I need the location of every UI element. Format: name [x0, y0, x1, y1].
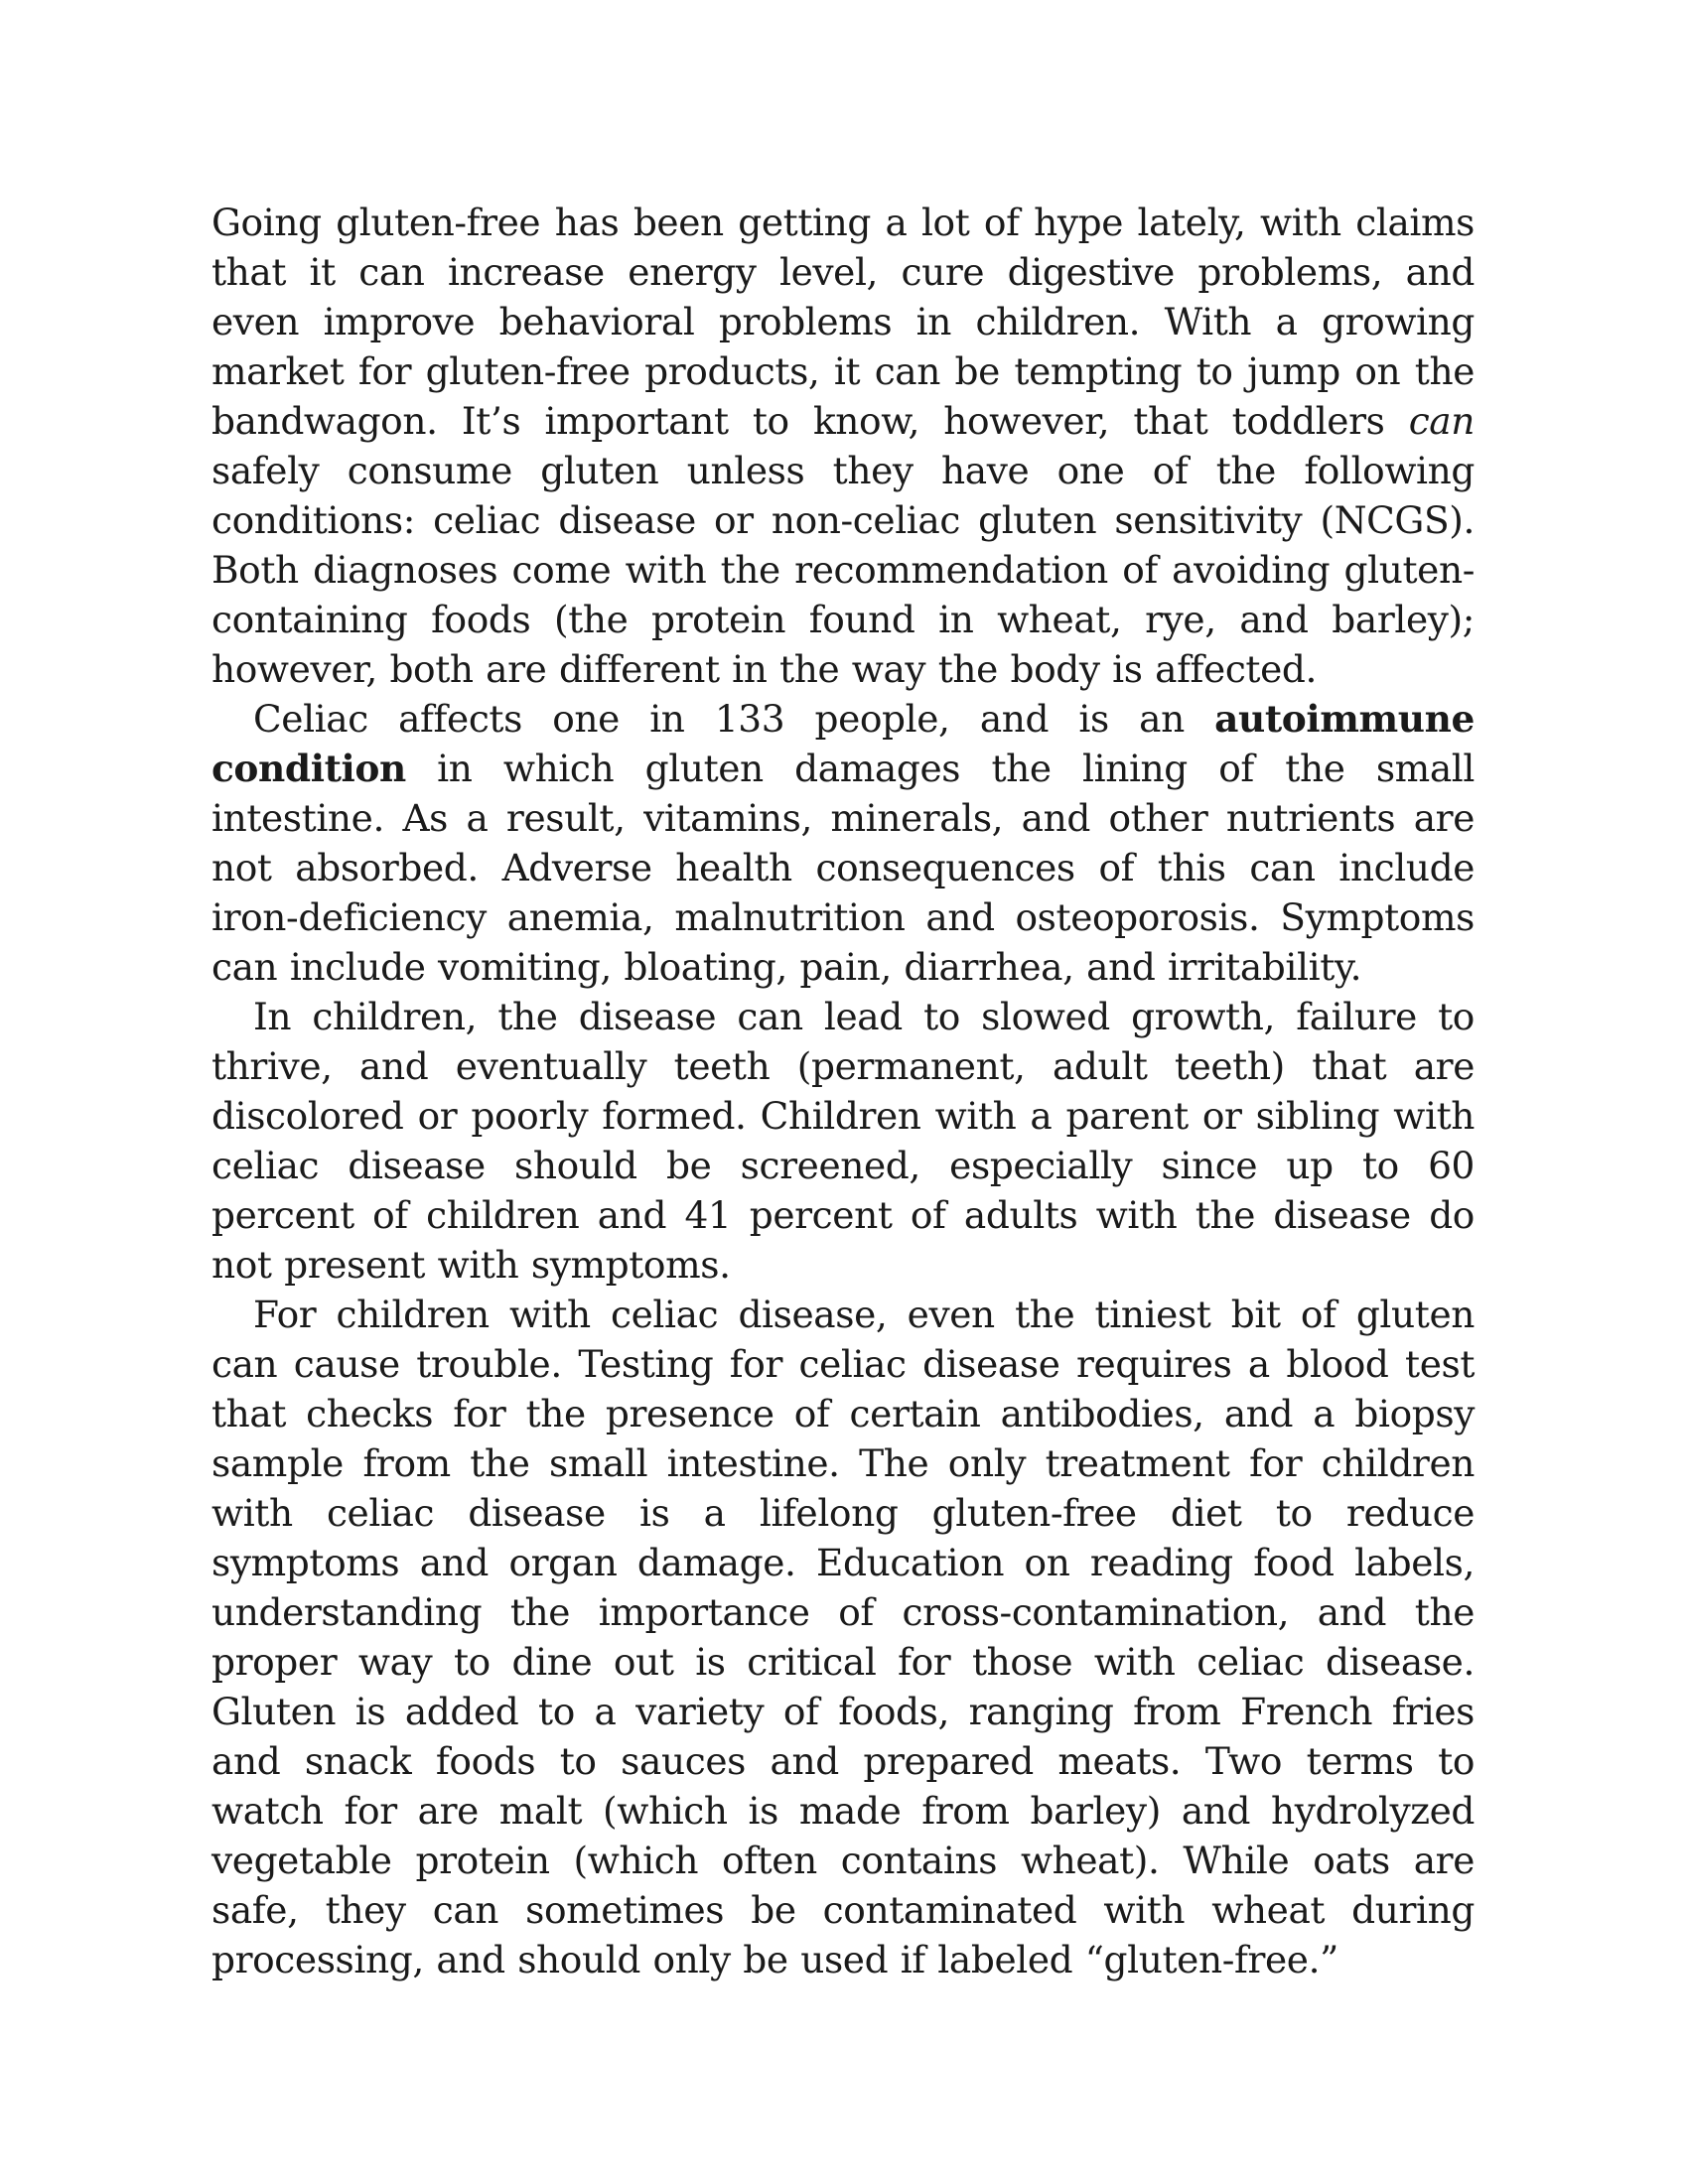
document-page: [211, 198, 1475, 1984]
emphasis-can: can: [1408, 399, 1475, 443]
paragraph-celiac-overview: [211, 694, 1475, 992]
paragraph-text: safely consume gluten unless they have one of the following conditions: celiac disease or non-celiac gluten sensitivity (NCGS). Both diagnoses come with the recommendation of avoiding gluten-containing foods (the protein found in wheat, rye, and barley); however, both are different in the way the body is affected.: [211, 449, 1475, 691]
paragraph-text: in which gluten damages the lining of the small intestine. As a result, vitamins, minerals, and other nutrients are not absorbed. Adverse health consequences of this can include iron-deficiency anemia, malnutrition and osteoporosis. Symptoms can include vomiting, bloating, pain, diarrhea, and irritability.: [211, 747, 1475, 989]
paragraph-text: Going gluten-free has been getting a lot of hype lately, with claims that it can increase energy level, cure digestive problems, and even improve behavioral problems in children. With a growing market for gluten-free products, it can be tempting to jump on the bandwagon. It’s important to know, however, that toddlers: [211, 201, 1475, 443]
paragraph-testing-treatment: For children with celiac disease, even the tiniest bit of gluten can cause trouble. Testing for celiac disease requires a blood test that checks for the presence of certain antibodies, and a biopsy sample from the small intestine. The only treatment for children with celiac disease is a lifelong gluten-free diet to reduce symptoms and organ damage. Education on reading food labels, understanding the importance of cross-contamination, and the proper way to dine out is critical for those with celiac disease. Gluten is added to a variety of foods, ranging from French fries and snack foods to sauces and prepared meats. Two terms to watch for are malt (which is made from barley) and hydrolyzed vegetable protein (which often contains wheat). While oats are safe, they can sometimes be contaminated with wheat during processing, and should only be used if labeled “gluten-free.”: [211, 1293, 1475, 1981]
bold-term-autoimmune-condition: autoimmune condition: [211, 697, 1475, 790]
paragraph-text: Celiac affects one in 133 people, and is an: [253, 697, 1215, 741]
paragraph-gluten-free-intro: [211, 198, 1475, 694]
paragraph-children-effects: In children, the disease can lead to slowed growth, failure to thrive, and eventually teeth (permanent, adult teeth) that are discolored or poorly formed. Children with a parent or sibling with celiac disease should be screened, especially since up to 60 percent of children and 41 percent of adults with the disease do not present with symptoms.: [211, 995, 1475, 1287]
